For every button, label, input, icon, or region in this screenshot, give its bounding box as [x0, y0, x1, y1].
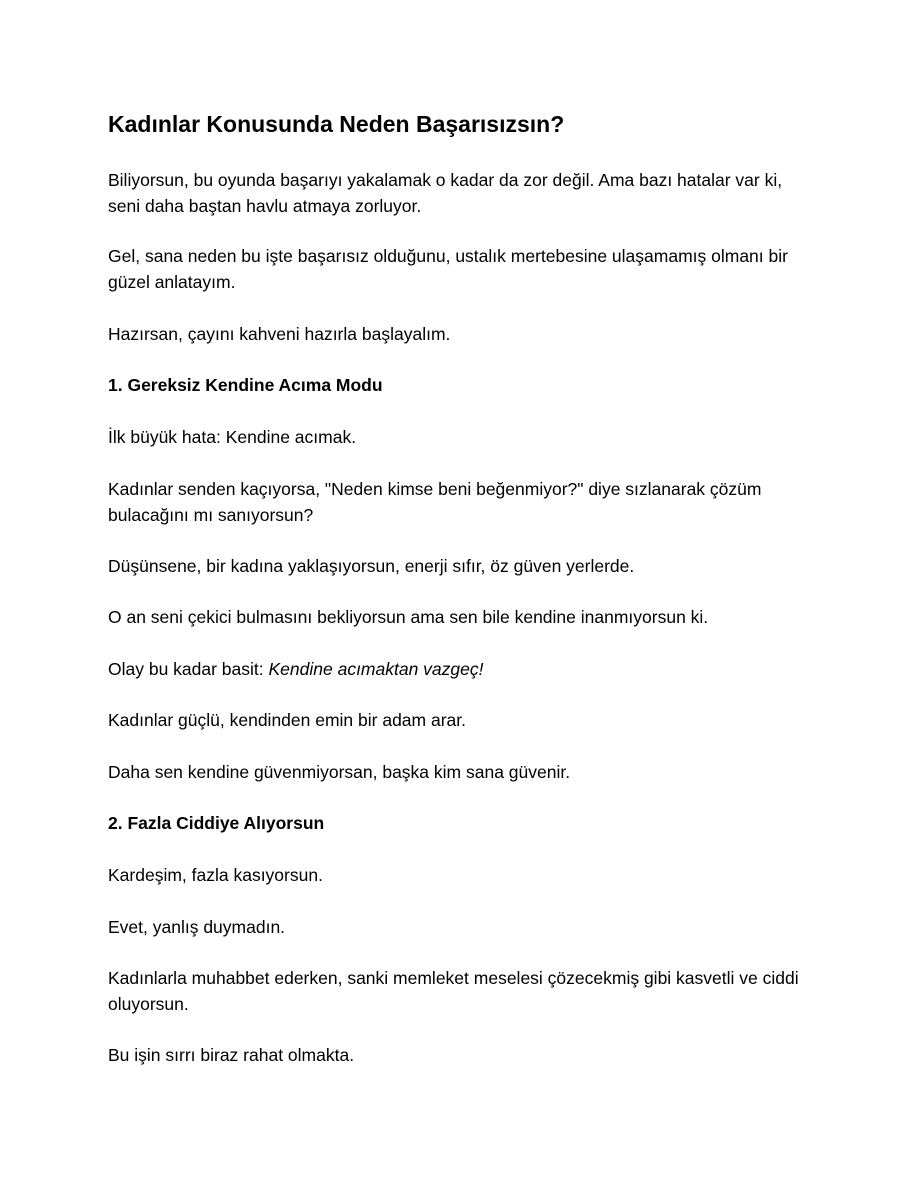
emphasis-text: Kendine acımaktan vazgeç!	[268, 659, 484, 679]
section-1-paragraph-1: İlk büyük hata: Kendine acımak.	[108, 427, 357, 447]
section-2-paragraph-3: Kadınlarla muhabbet ederken, sanki memleket meselesi çözecekmiş gibi kasvetli ve ciddi oluyorsun.	[108, 968, 799, 1014]
intro-paragraph-3: Hazırsan, çayını kahveni hazırla başlayalım.	[108, 324, 451, 344]
section-1-paragraph-3: Düşünsene, bir kadına yaklaşıyorsun, enerji sıfır, öz güven yerlerde.	[108, 556, 635, 576]
paragraph-text: Olay bu kadar basit:	[108, 659, 269, 679]
section-2-paragraph-4: Bu işin sırrı biraz rahat olmakta.	[108, 1045, 355, 1065]
intro-paragraph-2: Gel, sana neden bu işte başarısız olduğunu, ustalık mertebesine ulaşamamış olmanı bir güzel anlatayım.	[108, 246, 788, 292]
document-title: Kadınlar Konusunda Neden Başarısızsın?	[108, 111, 565, 137]
section-2-heading: 2. Fazla Ciddiye Alıyorsun	[108, 813, 325, 833]
intro-paragraph-1: Biliyorsun, bu oyunda başarıyı yakalamak o kadar da zor değil. Ama bazı hatalar var ki, seni daha baştan havlu atmaya zorluyor.	[108, 170, 783, 216]
section-1-heading: 1. Gereksiz Kendine Acıma Modu	[108, 375, 383, 395]
section-1-paragraph-4: O an seni çekici bulmasını bekliyorsun ama sen bile kendine inanmıyorsun ki.	[108, 607, 709, 627]
section-2-paragraph-2: Evet, yanlış duymadın.	[108, 917, 286, 937]
section-1-paragraph-7: Daha sen kendine güvenmiyorsan, başka kim sana güvenir.	[108, 762, 571, 782]
section-1-paragraph-5	[108, 656, 813, 682]
section-1-paragraph-2: Kadınlar senden kaçıyorsa, "Neden kimse beni beğenmiyor?" diye sızlanarak çözüm bulacağını mı sanıyorsun?	[108, 479, 762, 525]
section-2-paragraph-1: Kardeşim, fazla kasıyorsun.	[108, 865, 323, 885]
section-1-paragraph-6: Kadınlar güçlü, kendinden emin bir adam arar.	[108, 710, 466, 730]
